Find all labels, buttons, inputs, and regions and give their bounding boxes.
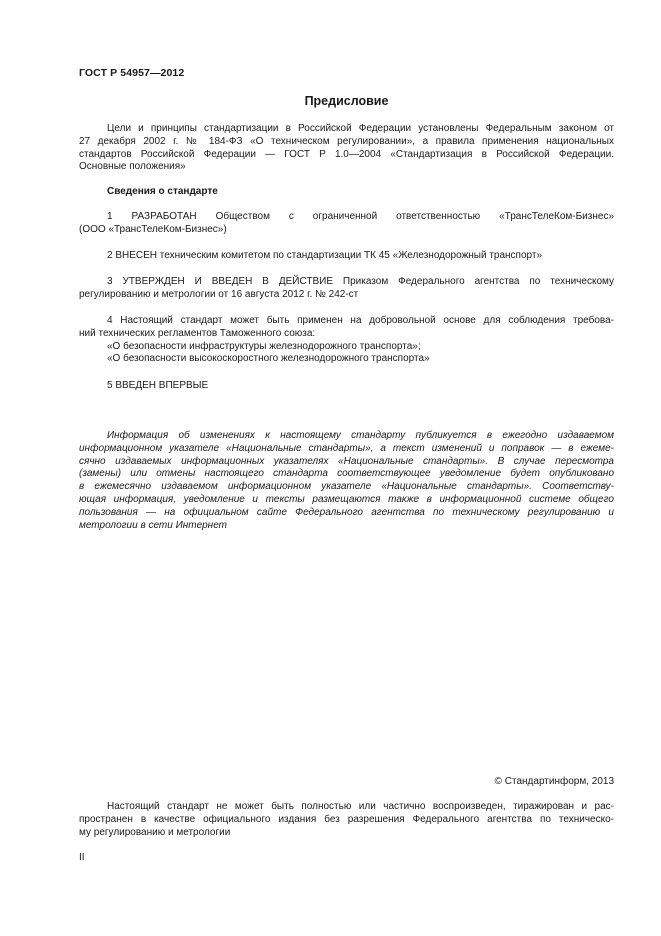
item-4-line: ний технических регламентов Таможенного союза: [79, 327, 316, 339]
item-3 [79, 276, 614, 302]
document-page [79, 0, 614, 936]
item-2-line: 2 ВНЕСЕН техническим комитетом по стандартизации ТК 45 «Железнодорожный транспорт» [107, 250, 543, 261]
rights-line: пространен в качестве официального издания без разрешения Федерального агентства по техническо- [79, 813, 614, 825]
notice-line: (замены) или отмены настоящего стандарта соответствующее уведомление будет опубликовано [79, 468, 614, 480]
info-heading-block [79, 186, 614, 199]
page-title: Предисловие [304, 94, 389, 108]
item-1-line: (ООО «ТрансТелеКом-Бизнес») [79, 223, 227, 235]
info-heading: Сведения о стандарте [107, 186, 218, 197]
item-1 [79, 211, 614, 237]
item-3-line: 3 УТВЕРЖДЕН И ВВЕДЕН В ДЕЙСТВИЕ Приказом Федерального агентства по техническому [107, 276, 614, 287]
intro-line: Цели и принципы стандартизации в Российской Федерации установлены Федеральным законом от [107, 123, 614, 134]
page-number: II [79, 852, 85, 863]
item-4-line: «О безопасности инфраструктуры железнодорожного транспорта»; [107, 340, 421, 352]
notice-line: информационном указателе «Национальные стандарты», а текст изменений и поправок — в ежеме- [79, 442, 614, 454]
notice-line: метрологии в сети Интернет [79, 519, 227, 531]
copyright-notice: © Стандартинформ, 2013 [494, 776, 614, 787]
intro-paragraph [79, 123, 614, 174]
item-2 [79, 250, 614, 263]
notice-line: пользования — на официальном сайте Федерального агентства по техническому регулированию и [79, 506, 614, 518]
item-4-line: «О безопасности высокоскоростного железнодорожного транспорта» [107, 353, 430, 365]
item-5-line: 5 ВВЕДЕН ВПЕРВЫЕ [107, 380, 209, 391]
item-5 [79, 380, 614, 393]
item-4-line: 4 Настоящий стандарт может быть применен на добровольной основе для соблюдения требова- [107, 315, 614, 326]
intro-line: Основные положения» [79, 161, 186, 173]
notice-line: ющая информация, уведомление и тексты размещаются также в информационной системе общего [79, 493, 614, 505]
notice-line: в ежемесячно издаваемом информационном указателе «Национальные стандарты». Соответству- [79, 481, 614, 493]
intro-line: 27 декабря 2002 г. № 184-ФЗ «О техническом регулировании», а правила применения национальных [79, 135, 614, 147]
notice-line: Информация об изменениях к настоящему стандарту публикуется в ежегодно издаваемом [107, 430, 614, 441]
rights-line: му регулированию и метрологии [79, 826, 231, 838]
item-1-line: 1 РАЗРАБОТАН Обществом с ограниченной ответственностью «ТрансТелеКом-Бизнес» [107, 211, 614, 222]
standard-code-header: ГОСТ Р 54957—2012 [79, 67, 185, 79]
item-3-line: регулированию и метрологии от 16 августа 2012 г. № 242-ст [79, 288, 359, 300]
item-4 [79, 315, 614, 366]
amendments-notice [79, 430, 614, 532]
rights-paragraph [79, 801, 614, 839]
intro-line: стандартов Российской Федерации — ГОСТ Р 1.0—2004 «Стандартизация в Российской Федерации. [79, 148, 614, 160]
rights-line: Настоящий стандарт не может быть полностью или частично воспроизведен, тиражирован и рас- [107, 801, 614, 812]
notice-line: сячно издаваемых информационных указателях «Национальные стандарты». В случае пересмотра [79, 455, 614, 467]
